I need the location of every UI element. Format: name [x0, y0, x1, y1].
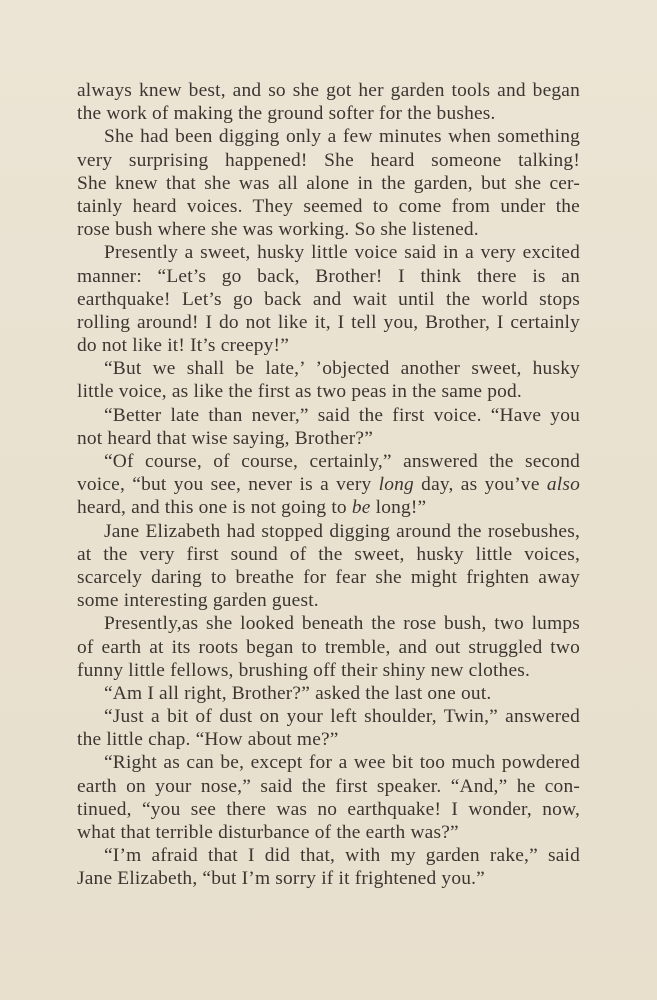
- text-line: the little chap. “How about me?”: [77, 729, 339, 751]
- text-line: some interesting garden guest.: [77, 590, 319, 612]
- text-line: Jane Elizabeth had stopped digging around the rosebushes,: [104, 520, 580, 542]
- text-line: little voice, as like the first as two peas in the same pod.: [77, 381, 522, 403]
- text-line: at the very first sound of the sweet, husky little voices,: [77, 543, 580, 565]
- paragraph: [77, 705, 580, 751]
- text-line: not heard that wise saying, Brother?”: [77, 427, 374, 449]
- paragraph: [77, 751, 580, 844]
- text-line: “Right as can be, except for a wee bit too much powdered: [104, 752, 580, 774]
- page-text: [77, 79, 580, 891]
- paragraph: [77, 241, 580, 357]
- text-line: the work of making the ground softer for the bushes.: [77, 103, 496, 125]
- text-line: heard, and this one is not going to be long!”: [77, 497, 427, 519]
- paragraph: [77, 125, 580, 241]
- text-line: earthquake! Let’s go back and wait until the world stops: [77, 288, 580, 310]
- text-line: Presently a sweet, husky little voice said in a very excited: [104, 242, 580, 264]
- text-line: funny little fellows, brushing off their shiny new clothes.: [77, 659, 531, 681]
- text-line: rose bush where she was working. So she listened.: [77, 219, 479, 241]
- text-line: “Just a bit of dust on your left shoulder, Twin,” answered: [104, 706, 580, 728]
- paragraph: [77, 79, 580, 125]
- paragraph: [77, 357, 580, 403]
- text-line: what that terrible disturbance of the earth was?”: [77, 822, 459, 843]
- paragraph: [77, 404, 580, 450]
- text-line: She had been digging only a few minutes when something: [104, 126, 580, 148]
- text-line: very surprising happened! She heard someone talking!: [77, 149, 580, 171]
- text-line: do not like it! It’s creepy!”: [77, 335, 290, 357]
- text-line: “But we shall be late,’ ’objected another sweet, husky: [104, 358, 580, 380]
- paragraph: [77, 682, 580, 705]
- text-line: earth on your nose,” said the first speaker. “And,” he con-: [77, 775, 580, 797]
- text-line: of earth at its roots began to tremble, and out struggled two: [77, 636, 580, 658]
- text-line: scarcely daring to breathe for fear she might frighten away: [77, 566, 580, 588]
- text-line: She knew that she was all alone in the garden, but she cer-: [77, 172, 580, 194]
- paragraph: [77, 844, 580, 890]
- text-line: manner: “Let’s go back, Brother! I think there is an: [77, 265, 580, 287]
- text-line: “Better late than never,” said the first voice. “Have you: [104, 404, 580, 426]
- text-line: tainly heard voices. They seemed to come from under the: [77, 195, 580, 217]
- text-line: “I’m afraid that I did that, with my garden rake,” said: [104, 845, 580, 867]
- paragraph: [77, 612, 580, 682]
- text-line: “Am I all right, Brother?” asked the last one out.: [104, 682, 492, 704]
- paragraph: [77, 520, 580, 613]
- text-line: rolling around! I do not like it, I tell you, Brother, I certainly: [77, 311, 580, 333]
- text-line: tinued, “you see there was no earthquake! I wonder, now,: [77, 798, 580, 820]
- text-line: Presently,as she looked beneath the rose bush, two lumps: [104, 613, 580, 635]
- text-line: “Of course, of course, certainly,” answered the second: [104, 451, 580, 472]
- paragraph: [77, 450, 580, 520]
- text-line: Jane Elizabeth, “but I’m sorry if it frightened you.”: [77, 868, 485, 890]
- text-line: always knew best, and so she got her garden tools and began: [77, 80, 580, 101]
- text-line: voice, “but you see, never is a very long day, as you’ve also: [77, 474, 580, 496]
